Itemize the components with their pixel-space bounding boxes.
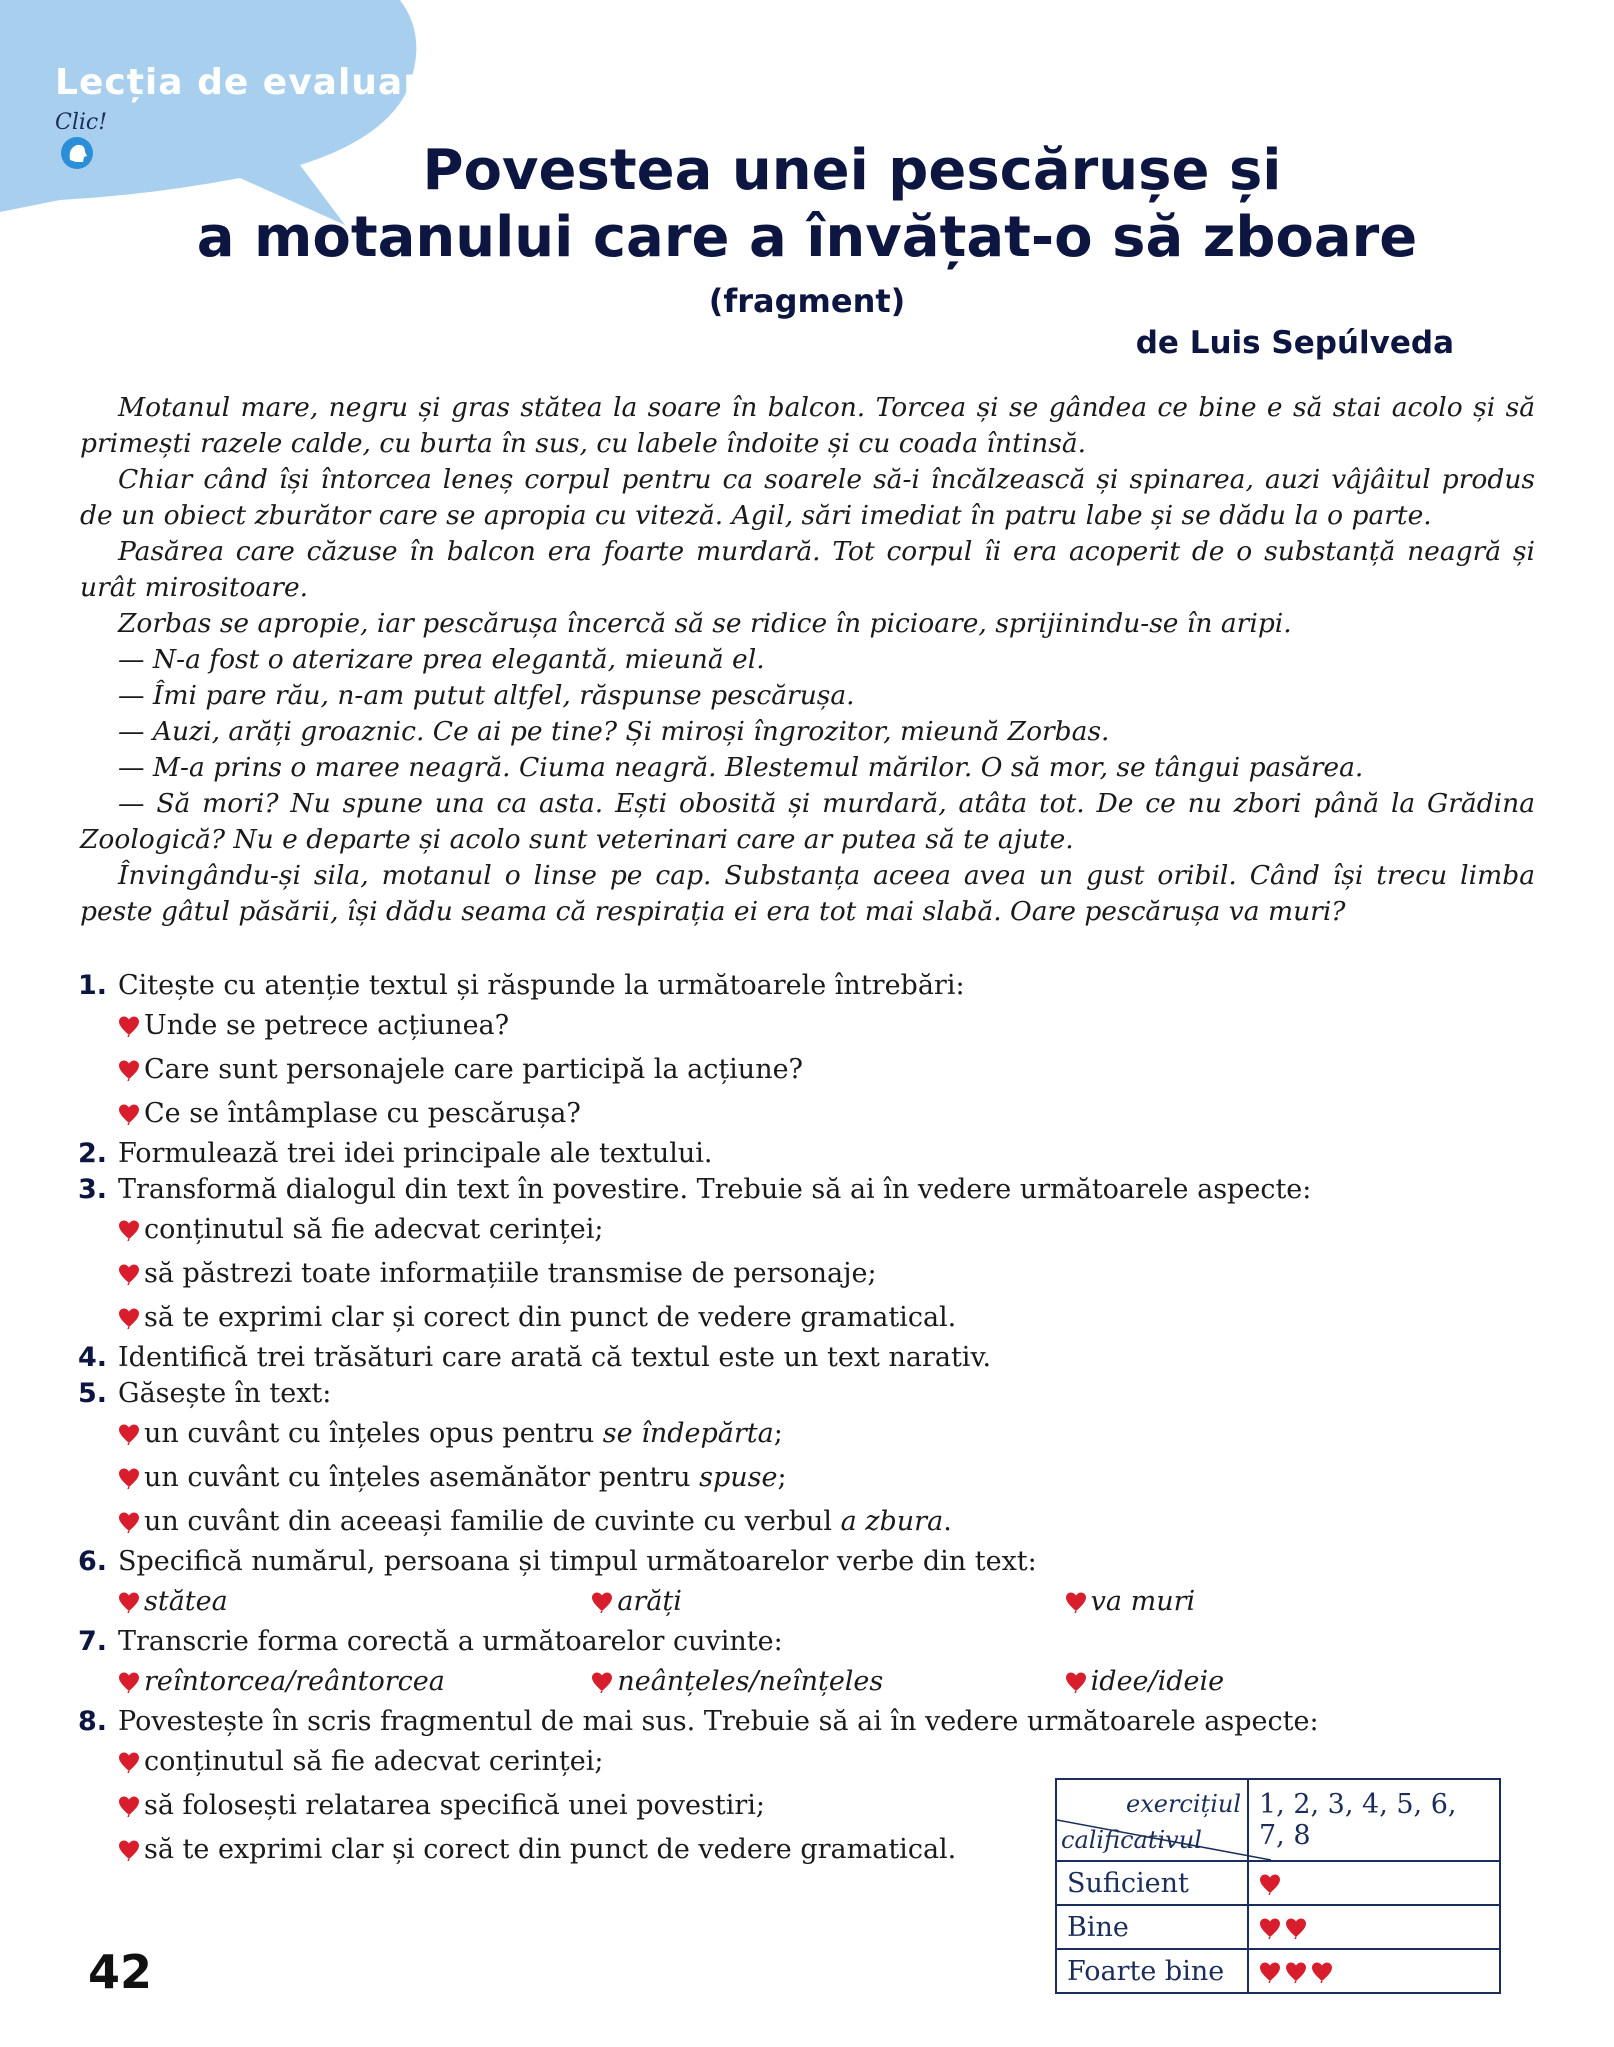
story-paragraph: Chiar când își întorcea leneș corpul pentru ca soarele să-i încălzească și spinarea, auzi vâjâitul produs de un obiect zburător care se apropia cu viteză. Agil, sări imediat în patru labe și se dădu la o parte. — [80, 464, 1535, 531]
task-list — [78, 968, 1538, 1872]
heart-bullet-icon — [1065, 1583, 1087, 1605]
page-number: 42 — [88, 1945, 153, 1999]
heart-icon — [1259, 1959, 1281, 1981]
heart-bullet-icon — [1065, 1663, 1087, 1685]
heart-icon — [1259, 1915, 1281, 1937]
heart-bullet-icon — [118, 1051, 140, 1073]
list-item: arăți — [591, 1580, 1064, 1624]
heart-bullet-icon — [118, 1503, 140, 1525]
grade-hearts — [1248, 1861, 1500, 1905]
task-4: 4. Identifică trei trăsături care arată că textul este un text narativ. — [78, 1342, 992, 1373]
heart-icon — [1259, 1871, 1281, 1893]
list-item: Care sunt personajele care participă la acțiune? — [118, 1048, 1538, 1092]
list-item: să păstrezi toate informațiile transmise de personaje; — [118, 1252, 1538, 1296]
task-5: 5. Găsește în text: — [78, 1378, 332, 1409]
title-fragment: (fragment) — [708, 282, 906, 320]
heart-bullet-icon — [118, 1211, 140, 1233]
heart-bullet-icon — [118, 1743, 140, 1765]
heart-bullet-icon — [118, 1415, 140, 1437]
verb-list — [118, 1580, 1538, 1624]
story-text — [80, 390, 1535, 930]
list-item: Unde se petrece acțiunea? — [118, 1004, 1538, 1048]
list-item: să te exprimi clar și corect din punct de vedere gramatical. — [118, 1296, 1538, 1340]
list-item: conținutul să fie adecvat cerinței; — [118, 1740, 1538, 1784]
task-3: 3. Transformă dialogul din text în povestire. Trebuie să ai în vedere următoarele aspecte: — [78, 1174, 1312, 1205]
list-item: să folosești relatarea specifică unei povestiri; — [118, 1784, 1538, 1828]
dialogue-line: — Îmi pare rău, n-am putut altfel, răspunse pescărușa. — [118, 680, 855, 711]
list-item: stătea — [118, 1580, 591, 1624]
heart-bullet-icon — [118, 1095, 140, 1117]
heart-bullet-icon — [591, 1663, 613, 1685]
story-paragraph: Învingându-și sila, motanul o linse pe cap. Substanța aceea avea un gust oribil. Când își trecu limba peste gâtul păsării, își dădu seama că respirația ei era tot mai slabă. Oare pescărușa va muri? — [80, 860, 1535, 927]
header-exercise-numbers: 1, 2, 3, 4, 5, 6, 7, 8 — [1248, 1779, 1500, 1861]
list-item: reîntorcea/reântorcea — [118, 1660, 591, 1704]
task-8: 8. Povestește în scris fragmentul de mai sus. Trebuie să ai în vedere următoarele aspecte: — [78, 1706, 1319, 1737]
heart-bullet-icon — [118, 1007, 140, 1029]
heart-icon — [1285, 1915, 1307, 1937]
list-item: un cuvânt din aceeași familie de cuvinte cu verbul a zbura. — [118, 1500, 1538, 1544]
title-line-1: Povestea unei pescărușe și — [422, 138, 1282, 203]
word-list — [118, 1660, 1538, 1704]
list-item: Ce se întâmplase cu pescărușa? — [118, 1092, 1538, 1136]
lesson-label: Lecția de evaluare — [55, 62, 448, 103]
clic-label: Clic! — [55, 110, 108, 135]
list-item: neânțeles/neînțeles — [591, 1660, 1064, 1704]
heart-bullet-icon — [118, 1255, 140, 1277]
task-2: 2. Formulează trei idei principale ale textului. — [78, 1138, 713, 1169]
dialogue-line: — M-a prins o maree neagră. Ciuma neagră. Blestemul mărilor. O să mor, se tângui pasărea. — [118, 752, 1364, 783]
grade-label: Foarte bine — [1056, 1949, 1248, 1993]
author: de Luis Sepúlveda — [1135, 325, 1454, 361]
list-item: un cuvânt cu înțeles opus pentru se îndepărta; — [118, 1412, 1538, 1456]
story-paragraph: Zorbas se apropie, iar pescărușa încercă să se ridice în picioare, sprijinindu-se în aripi. — [118, 608, 1292, 639]
heart-bullet-icon — [591, 1583, 613, 1605]
heart-bullet-icon — [118, 1299, 140, 1321]
grade-hearts — [1248, 1905, 1500, 1949]
list-item: să te exprimi clar și corect din punct de vedere gramatical. — [118, 1828, 1538, 1872]
header-exercise: exercițiul — [1126, 1790, 1241, 1818]
grade-hearts — [1248, 1949, 1500, 1993]
dialogue-line: — Să mori? Nu spune una ca asta. Ești obosită și murdară, atâta tot. De ce nu zbori până la Grădina Zoologică? Nu e departe și acolo sunt veterinari care ar putea să te ajute. — [80, 788, 1535, 855]
list-item: un cuvânt cu înțeles asemănător pentru spuse; — [118, 1456, 1538, 1500]
header-grade: calificativul — [1061, 1826, 1202, 1854]
heart-bullet-icon — [118, 1459, 140, 1481]
heart-bullet-icon — [118, 1787, 140, 1809]
task-1: 1. Citește cu atenție textul și răspunde la următoarele întrebări: — [78, 970, 965, 1001]
heart-icon — [1285, 1959, 1307, 1981]
score-header-cell — [1056, 1779, 1248, 1861]
list-item: va muri — [1065, 1580, 1538, 1624]
story-paragraph: Motanul mare, negru și gras stătea la soare în balcon. Torcea și se gândea ce bine e să stai acolo și să primești razele calde, cu burta în sus, cu labele îndoite și cu coada întinsă. — [80, 392, 1535, 459]
dialogue-line: — N-a fost o aterizare prea elegantă, mieună el. — [118, 644, 765, 675]
story-paragraph: Pasărea care căzuse în balcon era foarte murdară. Tot corpul îi era acoperit de o substanță neagră și urât mirositoare. — [80, 536, 1535, 603]
task-7: 7. Transcrie forma corectă a următoarelor cuvinte: — [78, 1626, 783, 1657]
list-item: conținutul să fie adecvat cerinței; — [118, 1208, 1538, 1252]
grade-label: Suficient — [1056, 1861, 1248, 1905]
grade-label: Bine — [1056, 1905, 1248, 1949]
score-table — [1055, 1778, 1501, 1994]
heart-bullet-icon — [118, 1663, 140, 1685]
title-line-2: a motanului care a învățat-o să zboare — [196, 205, 1418, 270]
heart-icon — [1311, 1959, 1333, 1981]
list-item: idee/ideie — [1065, 1660, 1538, 1704]
dialogue-line: — Auzi, arăți groaznic. Ce ai pe tine? Și miroși îngrozitor, mieună Zorbas. — [118, 716, 1110, 747]
task-6: 6. Specifică numărul, persoana și timpul următoarelor verbe din text: — [78, 1546, 1037, 1577]
heart-bullet-icon — [118, 1831, 140, 1853]
heart-bullet-icon — [118, 1583, 140, 1605]
